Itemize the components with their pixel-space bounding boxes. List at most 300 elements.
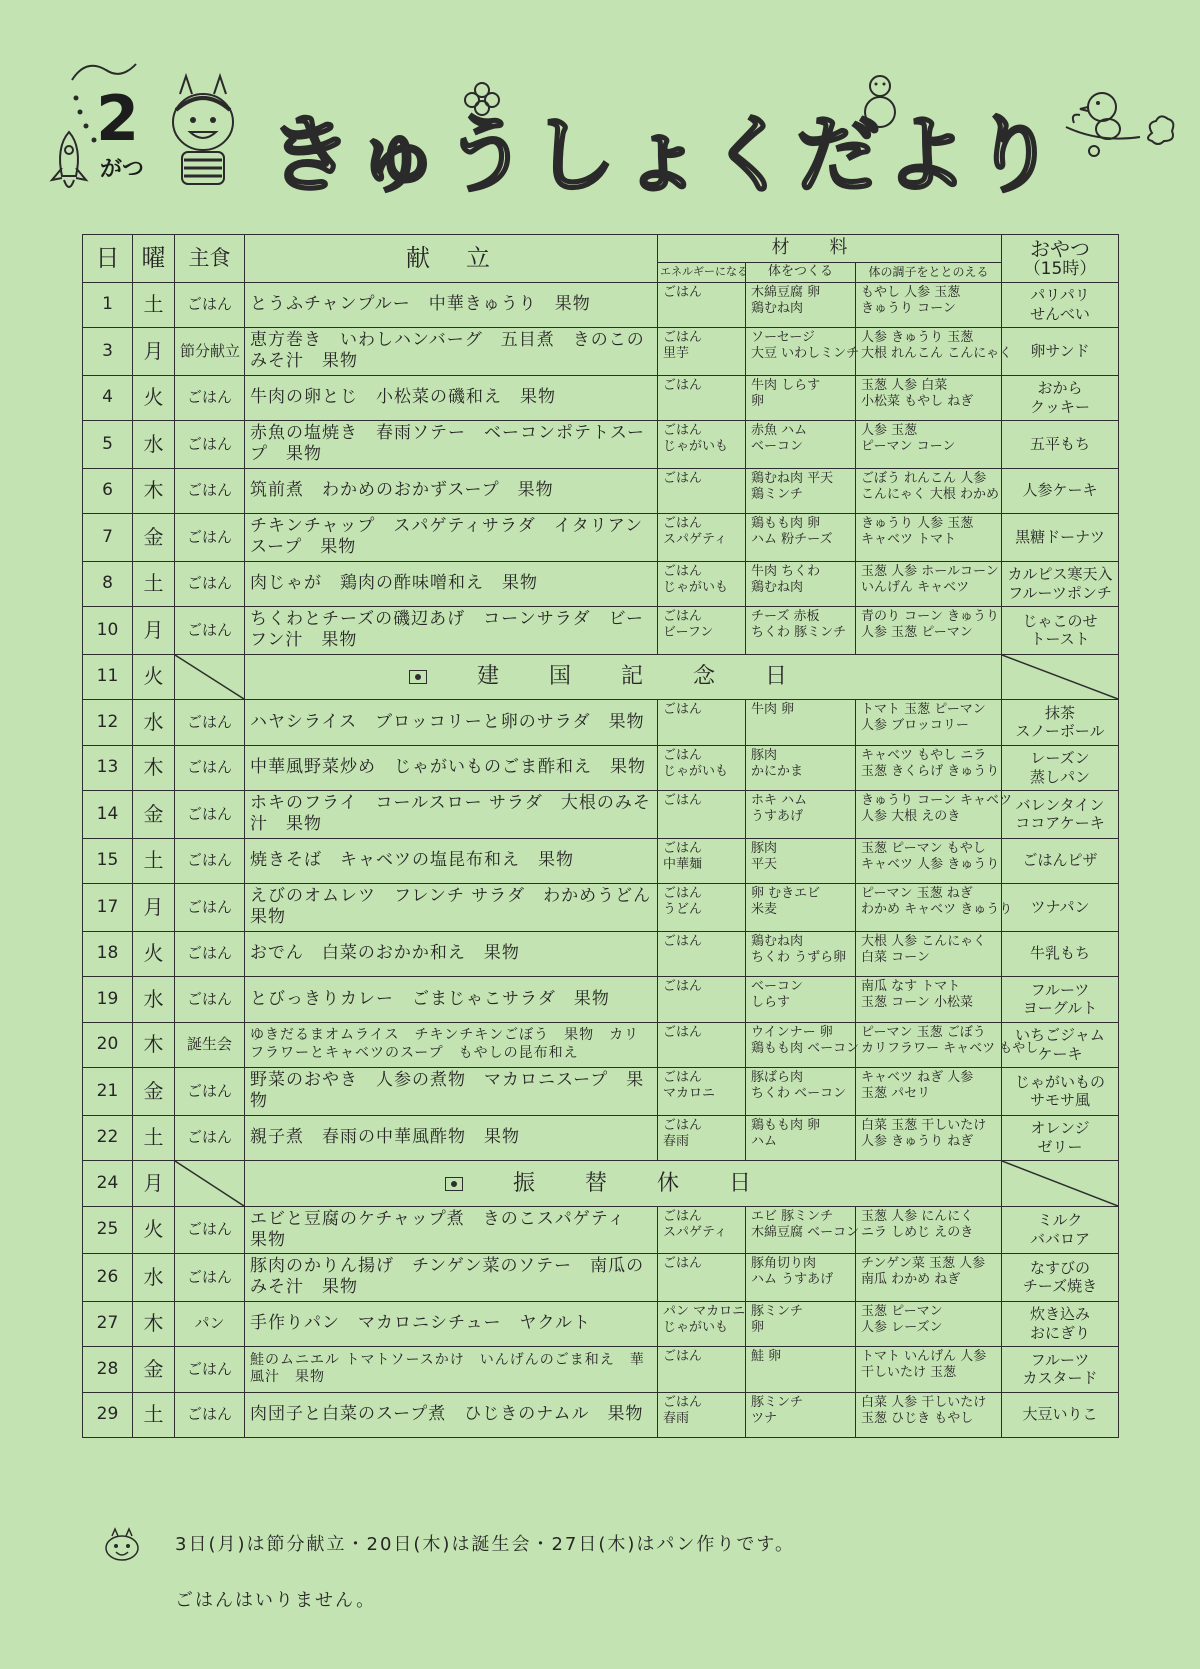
energy-item: ごはん — [663, 563, 703, 579]
body-item: 木綿豆腐 ベーコン — [751, 1224, 860, 1240]
energy-item: ごはん — [663, 284, 703, 300]
body-item: 豚角切り肉 — [751, 1256, 817, 1271]
energy-cell — [658, 1301, 746, 1347]
condition-item: ニラ しめじ えのき — [861, 1224, 974, 1240]
condition-item: キャベツ 人参 きゅうり — [861, 856, 1000, 872]
weekday-cell: 火 — [133, 931, 175, 977]
weekday-cell: 金 — [133, 1068, 175, 1116]
condition-cell — [856, 282, 1002, 328]
condition-cell — [856, 745, 1002, 791]
snack-item: 黒糖ドーナツ — [1015, 527, 1105, 546]
snack-item: サモサ風 — [1030, 1091, 1091, 1110]
condition-item: カリフラワー キャベツ もやし — [861, 1040, 1039, 1056]
energy-cell — [658, 931, 746, 977]
holiday-label: 振替休日 — [513, 1170, 802, 1196]
condition-item: もやし 人参 玉葱 — [861, 284, 961, 300]
condition-cell — [856, 561, 1002, 607]
condition-item: 人参 きゅうり ねぎ — [861, 1133, 974, 1149]
condition-item: 青のり コーン きゅうり — [861, 609, 1000, 624]
table-row — [83, 884, 1119, 932]
table-row — [83, 745, 1119, 791]
snack-item: 五平もち — [1030, 434, 1091, 453]
condition-item: 人参 レーズン — [861, 1319, 943, 1335]
menu-cell: 恵方巻き いわしハンバーグ 五目煮 きのこのみそ汁 果物 — [245, 328, 658, 376]
condition-item: トマト 玉葱 ピーマン — [861, 702, 986, 717]
body-cell — [746, 838, 856, 884]
snack-cell — [1002, 838, 1119, 884]
body-item: チーズ 赤板 — [751, 609, 820, 624]
day-cell: 8 — [83, 561, 133, 607]
energy-cell — [658, 607, 746, 655]
body-cell — [746, 607, 856, 655]
body-item: ちくわ うずら卵 — [751, 949, 847, 965]
condition-item: 南瓜 わかめ ねぎ — [861, 1272, 961, 1288]
table-header — [83, 235, 1119, 283]
snack-item: ババロア — [1030, 1229, 1091, 1248]
condition-item: ピーマン 玉葱 ねぎ — [861, 886, 973, 901]
condition-cell — [856, 1206, 1002, 1254]
body-item: ホキ ハム — [751, 793, 808, 808]
condition-item: 玉葱 人参 にんにく — [861, 1208, 974, 1224]
snack-cell — [1002, 977, 1119, 1023]
weekday-cell: 月 — [133, 607, 175, 655]
staple-cell: 誕生会 — [175, 1022, 245, 1068]
condition-cell — [856, 1301, 1002, 1347]
table-row — [83, 468, 1119, 514]
month-unit: がつ — [100, 157, 145, 182]
energy-item: ごはん — [663, 1208, 703, 1224]
weekday-cell: 水 — [133, 1254, 175, 1302]
header-snack-label: おやつ — [1030, 236, 1091, 261]
body-cell — [746, 1068, 856, 1116]
condition-item: 玉葱 人参 白菜 — [861, 377, 948, 393]
energy-cell — [658, 1206, 746, 1254]
body-item: うすあげ — [751, 809, 804, 825]
staple-cell: ごはん — [175, 1068, 245, 1116]
body-cell — [746, 1347, 856, 1393]
menu-cell: 中華風野菜炒め じゃがいものごま酢和え 果物 — [245, 745, 658, 791]
energy-cell — [658, 1392, 746, 1438]
body-item: 豚ミンチ — [751, 1394, 804, 1410]
snack-cell — [1002, 1206, 1119, 1254]
staple-cell: ごはん — [175, 1347, 245, 1393]
weekday-cell: 木 — [133, 468, 175, 514]
weekday-cell: 土 — [133, 838, 175, 884]
day-cell: 24 — [83, 1161, 133, 1207]
condition-cell — [856, 421, 1002, 469]
body-item: ハム うすあげ — [751, 1272, 834, 1288]
body-item: 鶏むね肉 — [751, 579, 804, 595]
snack-item: 炊き込み — [1030, 1305, 1091, 1323]
condition-item: キャベツ ねぎ 人参 — [861, 1070, 974, 1085]
body-cell — [746, 421, 856, 469]
snack-cell — [1002, 791, 1119, 839]
body-item: 卵 むきエビ — [751, 886, 821, 901]
holiday-label: 建国記念日 — [477, 664, 838, 689]
energy-item: ごはん — [663, 470, 703, 486]
menu-cell: 肉団子と白菜のスープ煮 ひじきのナムル 果物 — [245, 1392, 658, 1438]
day-cell: 13 — [83, 745, 133, 791]
condition-item: きゅうり コーン — [861, 300, 956, 316]
snack-cell — [1002, 1115, 1119, 1161]
staple-cell: 節分献立 — [175, 328, 245, 376]
energy-item: 春雨 — [663, 1410, 690, 1426]
body-cell — [746, 977, 856, 1023]
energy-item: ごはん — [663, 702, 703, 717]
body-item: ちくわ ベーコン — [751, 1086, 847, 1102]
snack-cell — [1002, 1301, 1119, 1347]
snack-cell — [1002, 375, 1119, 421]
menu-cell: おでん 白菜のおかか和え 果物 — [245, 931, 658, 977]
energy-cell — [658, 1115, 746, 1161]
weekday-cell: 木 — [133, 1301, 175, 1347]
table-row — [83, 1022, 1119, 1068]
condition-item: 玉葱 ピーマン もやし — [861, 840, 986, 856]
day-cell: 5 — [83, 421, 133, 469]
snack-item: ツナパン — [1030, 897, 1090, 916]
staple-cell: ごはん — [175, 931, 245, 977]
table-row — [83, 1254, 1119, 1302]
snack-item: スノーボール — [1015, 722, 1105, 741]
energy-cell — [658, 884, 746, 932]
body-item: ソーセージ — [751, 330, 815, 345]
body-item: 鶏むね肉 — [751, 933, 804, 949]
menu-cell: 豚肉のかりん揚げ チンゲン菜のソテー 南瓜のみそ汁 果物 — [245, 1254, 658, 1302]
condition-item: 人参 玉葱 — [861, 423, 918, 438]
table-row — [83, 1392, 1119, 1438]
snack-cell — [1002, 1392, 1119, 1438]
header-snack — [1002, 235, 1119, 283]
energy-item: ごはん — [663, 1070, 703, 1085]
menu-cell: エビと豆腐のケチャップ煮 きのこスパゲティ 果物 — [245, 1206, 658, 1254]
staple-cell: ごはん — [175, 607, 245, 655]
condition-item: きゅうり 人参 玉葱 — [861, 516, 974, 531]
table-row — [83, 1068, 1119, 1116]
condition-item: こんにゃく 大根 わかめ — [861, 486, 1000, 502]
staple-cell: ごはん — [175, 1392, 245, 1438]
staple-cell: ごはん — [175, 838, 245, 884]
energy-item: マカロニ — [663, 1086, 716, 1102]
day-cell: 17 — [83, 884, 133, 932]
condition-cell — [856, 607, 1002, 655]
weekday-cell: 土 — [133, 1115, 175, 1161]
body-item: ちくわ 豚ミンチ — [751, 625, 847, 641]
energy-item: ごはん — [663, 1349, 703, 1364]
energy-cell — [658, 375, 746, 421]
menu-cell: とうふチャンプルー 中華きゅうり 果物 — [245, 282, 658, 328]
energy-item: ごはん — [663, 933, 703, 949]
snack-item: おにぎり — [1030, 1323, 1091, 1342]
condition-cell — [856, 514, 1002, 562]
condition-item: いんげん キャベツ — [861, 579, 970, 595]
body-cell — [746, 1254, 856, 1302]
energy-cell — [658, 328, 746, 376]
table-row — [83, 977, 1119, 1023]
snack-item: カルピス寒天入 — [1007, 565, 1113, 583]
weekday-cell: 水 — [133, 700, 175, 746]
day-cell: 7 — [83, 514, 133, 562]
snack-item: バレンタイン — [1015, 795, 1105, 814]
snack-cell — [1002, 700, 1119, 746]
weekday-cell: 土 — [133, 561, 175, 607]
day-cell: 25 — [83, 1206, 133, 1254]
table-row — [83, 421, 1119, 469]
snack-cell — [1002, 468, 1119, 514]
footer-note-line-1: 3日(月)は節分献立・20日(木)は誕生会・27日(木)はパン作りです。 — [175, 1534, 795, 1555]
day-cell: 28 — [83, 1347, 133, 1393]
body-cell — [746, 282, 856, 328]
energy-item: ビーフン — [663, 625, 714, 641]
staple-cell: ごはん — [175, 1254, 245, 1302]
empty-snack-cell — [1002, 1161, 1119, 1207]
table-row — [83, 838, 1119, 884]
energy-item: ごはん — [663, 840, 703, 856]
body-item: ツナ — [751, 1410, 778, 1426]
menu-cell: 親子煮 春雨の中華風酢物 果物 — [245, 1115, 658, 1161]
staple-cell: ごはん — [175, 884, 245, 932]
condition-item: わかめ キャベツ きゅうり — [861, 902, 1013, 918]
body-item: ウインナー 卵 — [751, 1024, 833, 1040]
energy-item: じゃがいも — [663, 763, 729, 779]
condition-item: 人参 ブロッコリー — [861, 718, 969, 734]
condition-cell — [856, 1392, 1002, 1438]
day-cell: 12 — [83, 700, 133, 746]
flower-icon — [462, 80, 502, 120]
condition-item: 小松菜 もやし ねぎ — [861, 393, 974, 409]
header-staple: 主食 — [175, 235, 245, 283]
energy-cell — [658, 1022, 746, 1068]
staple-cell: ごはん — [175, 977, 245, 1023]
body-item: 鶏もも肉 ベーコン — [751, 1040, 860, 1056]
staple-cell: ごはん — [175, 375, 245, 421]
snack-item: パリパリ — [1030, 286, 1090, 304]
energy-cell — [658, 977, 746, 1023]
energy-cell — [658, 1068, 746, 1116]
condition-item: 白菜 コーン — [861, 949, 930, 965]
energy-item: 中華麺 — [663, 856, 703, 872]
body-cell — [746, 1392, 856, 1438]
table-row — [83, 1301, 1119, 1347]
snack-item: チーズ焼き — [1022, 1277, 1098, 1296]
condition-item: 玉葱 ひじき もやし — [861, 1410, 974, 1426]
energy-cell — [658, 282, 746, 328]
snack-item: 人参ケーキ — [1022, 481, 1098, 500]
snack-item: ヨーグルト — [1022, 999, 1098, 1018]
condition-item: 玉葱 人参 ホールコーン — [861, 563, 999, 579]
staple-cell: ごはん — [175, 745, 245, 791]
snack-cell — [1002, 1254, 1119, 1302]
energy-item: ごはん — [663, 423, 703, 438]
condition-item: 人参 大根 えのき — [861, 809, 961, 825]
weekday-cell: 土 — [133, 282, 175, 328]
condition-item: 白菜 人参 干しいたけ — [861, 1394, 987, 1410]
weekday-cell: 水 — [133, 421, 175, 469]
body-item: 牛肉 卵 — [751, 702, 795, 717]
body-item: 平天 — [751, 856, 778, 872]
snack-item: 抹茶 — [1045, 703, 1076, 722]
energy-item: スパゲティ — [663, 532, 727, 548]
body-item: 米麦 — [751, 902, 778, 918]
condition-item: ピーマン 玉葱 ごぼう — [861, 1024, 986, 1040]
holiday-row — [83, 654, 1119, 700]
condition-cell — [856, 468, 1002, 514]
snack-item: オレンジ — [1030, 1119, 1090, 1137]
body-item: 鶏むね肉 — [751, 300, 804, 316]
footer-note-line-2: ごはんはいりません。 — [175, 1590, 377, 1611]
empty-snack-cell — [1002, 654, 1119, 700]
energy-cell — [658, 1347, 746, 1393]
weekday-cell: 土 — [133, 1392, 175, 1438]
day-cell: 3 — [83, 328, 133, 376]
condition-item: 玉葱 きくらげ きゅうり — [861, 763, 1000, 779]
energy-cell — [658, 468, 746, 514]
condition-item: 大根 れんこん こんにゃく — [861, 346, 1013, 362]
condition-cell — [856, 838, 1002, 884]
header-materials: 材料 — [658, 235, 1002, 263]
japan-flag-icon — [445, 1177, 463, 1191]
header-snack-time: （15時） — [1023, 258, 1097, 279]
staple-cell: ごはん — [175, 1206, 245, 1254]
body-item: 大豆 いわしミンチ — [751, 346, 860, 362]
condition-cell — [856, 791, 1013, 839]
menu-cell: 焼きそば キャベツの塩昆布和え 果物 — [245, 838, 658, 884]
snowman-icon — [860, 72, 900, 132]
snack-cell — [1002, 1347, 1119, 1393]
staple-cell: ごはん — [175, 1115, 245, 1161]
body-cell — [746, 1022, 860, 1068]
snack-item: フルーツポンチ — [1008, 583, 1112, 602]
body-cell — [746, 791, 856, 839]
oni-character-icon — [160, 72, 245, 197]
body-item: 牛肉 しらす — [751, 377, 821, 393]
energy-item: ごはん — [663, 516, 703, 531]
menu-cell: チキンチャップ スパゲティサラダ イタリアンスープ 果物 — [245, 514, 658, 562]
weekday-cell: 月 — [133, 328, 175, 376]
snack-item: フルーツ — [1030, 980, 1090, 999]
energy-item: ごはん — [663, 609, 703, 624]
energy-item: ごはん — [663, 1256, 703, 1271]
body-cell — [746, 375, 856, 421]
menu-cell: 赤魚の塩焼き 春雨ソテー ベーコンポテトスープ 果物 — [245, 421, 658, 469]
condition-cell — [856, 931, 1002, 977]
energy-item: スパゲティ — [663, 1224, 727, 1240]
body-item: 鶏むね肉 平天 — [751, 470, 834, 486]
holiday-cell — [245, 654, 1002, 700]
staple-cell: ごはん — [175, 514, 245, 562]
body-item: 卵 — [751, 1319, 765, 1335]
day-cell: 20 — [83, 1022, 133, 1068]
energy-item: ごはん — [663, 1024, 703, 1040]
energy-item: パン マカロニ — [663, 1303, 746, 1319]
snack-item: フルーツ — [1030, 1350, 1090, 1369]
condition-cell — [856, 1068, 1002, 1116]
table-row — [83, 561, 1119, 607]
condition-cell — [856, 884, 1013, 932]
energy-cell — [658, 745, 746, 791]
condition-item: 玉葱 ピーマン — [861, 1303, 943, 1319]
snack-item: なすびの — [1030, 1258, 1091, 1277]
staple-cell: ごはん — [175, 468, 245, 514]
table-row — [83, 375, 1119, 421]
snack-item: いちごジャム — [1015, 1026, 1105, 1044]
menu-cell: 肉じゃが 鶏肉の酢味噌和え 果物 — [245, 561, 658, 607]
day-cell: 27 — [83, 1301, 133, 1347]
table-row — [83, 931, 1119, 977]
month-number: 2 — [96, 82, 140, 155]
bird-on-branch-icon — [1060, 85, 1180, 185]
staple-cell: ごはん — [175, 700, 245, 746]
menu-cell: えびのオムレツ フレンチ サラダ わかめうどん 果物 — [245, 884, 658, 932]
energy-item: うどん — [663, 902, 703, 918]
menu-cell: 手作りパン マカロニシチュー ヤクルト — [245, 1301, 658, 1347]
day-cell: 29 — [83, 1392, 133, 1438]
energy-cell — [658, 791, 746, 839]
body-item: 鶏ミンチ — [751, 486, 804, 502]
energy-item: ごはん — [663, 1394, 703, 1410]
condition-item: 玉葱 コーン 小松菜 — [861, 995, 974, 1011]
condition-cell — [856, 1347, 1002, 1393]
body-item: かにかま — [751, 763, 804, 779]
day-cell: 4 — [83, 375, 133, 421]
condition-cell — [856, 1115, 1002, 1161]
header-day: 日 — [83, 235, 133, 283]
condition-item: ピーマン コーン — [861, 439, 956, 455]
snack-item: ごはんピザ — [1022, 851, 1098, 870]
staple-cell: ごはん — [175, 421, 245, 469]
staple-cell: ごはん — [175, 282, 245, 328]
condition-item: 白菜 玉葱 干しいたけ — [861, 1117, 987, 1133]
body-item: エビ 豚ミンチ — [751, 1208, 834, 1224]
energy-item: じゃがいも — [663, 439, 729, 455]
snack-item: クッキー — [1030, 397, 1091, 416]
snack-cell — [1002, 1068, 1119, 1116]
condition-item: 人参 きゅうり 玉葱 — [861, 330, 974, 345]
snack-item: 蒸しパン — [1030, 767, 1091, 786]
table-row — [83, 607, 1119, 655]
staple-cell: ごはん — [175, 561, 245, 607]
energy-item: じゃがいも — [663, 1319, 729, 1335]
snack-item: ケーキ — [1037, 1044, 1083, 1063]
body-item: ベーコン — [751, 439, 804, 455]
body-cell — [746, 884, 856, 932]
snack-cell — [1002, 745, 1119, 791]
menu-cell: ハヤシライス ブロッコリーと卵のサラダ 果物 — [245, 700, 658, 746]
body-item: 豚ばら肉 — [751, 1070, 804, 1085]
weekday-cell: 木 — [133, 745, 175, 791]
snack-item: 牛乳もち — [1030, 944, 1091, 963]
snack-item: ミルク — [1037, 1211, 1083, 1229]
header-body: 体をつくる — [746, 262, 856, 282]
day-cell: 21 — [83, 1068, 133, 1116]
condition-item: 大根 人参 こんにゃく — [861, 933, 987, 949]
energy-cell — [658, 514, 746, 562]
condition-item: 干しいたけ 玉葱 — [861, 1365, 957, 1381]
header-energy: エネルギーになる — [658, 262, 746, 282]
energy-item: ごはん — [663, 1117, 703, 1133]
table-row — [83, 514, 1119, 562]
body-cell — [746, 561, 856, 607]
condition-cell — [856, 1254, 1002, 1302]
snack-cell — [1002, 514, 1119, 562]
condition-item: チンゲン菜 玉葱 人参 — [861, 1256, 986, 1271]
energy-item: ごはん — [663, 747, 703, 763]
header-weekday: 曜 — [133, 235, 175, 283]
body-item: ベーコン — [751, 979, 804, 994]
condition-item: キャベツ もやし ニラ — [861, 747, 987, 763]
day-cell: 10 — [83, 607, 133, 655]
snack-item: 卵サンド — [1030, 341, 1090, 360]
body-item: 豚肉 — [751, 747, 778, 763]
